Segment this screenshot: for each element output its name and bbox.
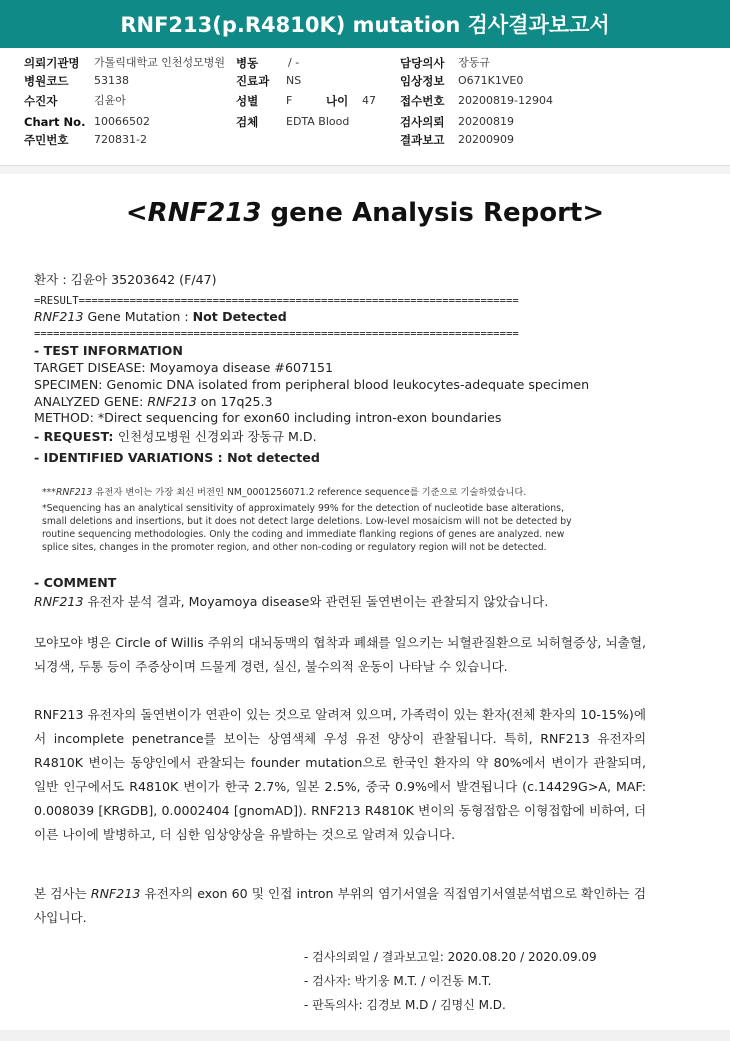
method-info: METHOD: *Direct sequencing for exon60 including intron-exon boundaries (34, 410, 502, 425)
info-row-institution (0, 54, 730, 72)
comment-paragraph-3: 본 검사는 RNF213 유전자의 exon 60 및 인접 intron 부위의 염기서열을 직접염기서열분석법으로 확인하는 검사입니다. (34, 886, 646, 925)
result-separator: =RESULT===================================================================== (34, 295, 519, 307)
section-divider (0, 166, 730, 174)
specimen-info: SPECIMEN: Genomic DNA isolated from peripheral blood leukocytes-adequate specimen (34, 377, 590, 392)
request-date-value: 20200819 (458, 115, 514, 128)
info-row-hospital-code (0, 72, 730, 90)
examinee-value: 김윤아 (94, 94, 126, 107)
signoff-tester: - 검사자: 박기웅 M.T. / 이건동 M.T. (304, 974, 492, 988)
signoff-reader: - 판독의사: 김경보 M.D / 김명신 M.D. (304, 998, 506, 1012)
comment-paragraph-1: 모야모야 병은 Circle of Willis 주위의 대뇌동맥의 협착과 폐쇄를 일으키는 뇌혈관질환으로 뇌허혈증상, 뇌출혈, 뇌경색, 두통 등이 주증상이며 드물게 경련, 실신, 불수의적 운동이 나타날 수 있습니다. (34, 635, 646, 674)
mutation-status: Not Detected (192, 309, 287, 324)
department-label: 진료과 (236, 74, 270, 88)
info-row-chart (0, 113, 730, 131)
specimen-label: 검체 (236, 115, 259, 129)
page-footer-strip (0, 1030, 730, 1041)
report-title: <RNF213 gene Analysis Report> (125, 198, 605, 228)
result-separator-end: ============================================================================ (34, 328, 519, 340)
hospital-code-label: 병원코드 (24, 74, 69, 88)
department-value: NS (286, 74, 302, 87)
report-date-label: 결과보고 (400, 133, 445, 147)
ward-label: 병동 (236, 56, 259, 70)
report-date-value: 20200909 (458, 133, 514, 146)
doctor-label: 담당의사 (400, 56, 445, 70)
signoff-dates: - 검사의뢰일 / 결과보고일: 2020.08.20 / 2020.09.09 (304, 950, 597, 964)
age-label: 나이 (326, 94, 349, 108)
request-date-label: 검사의뢰 (400, 115, 445, 129)
institution-value: 가톨릭대학교 인천성모병원 (94, 56, 226, 69)
sex-value: F (286, 94, 293, 107)
receipt-value: 20200819-12904 (458, 94, 553, 107)
mutation-result: RNF213 Gene Mutation : Not Detected (34, 309, 287, 324)
request-info: - REQUEST: 인천성모병원 신경외과 장동규 M.D. (34, 429, 317, 444)
patient-info-panel (0, 48, 730, 166)
clinical-info-label: 임상정보 (400, 74, 445, 88)
sensitivity-note: *Sequencing has an analytical sensitivity of approximately 99% for the detection of nucleotide base alterations, small deletions and insertions, but it does not detect large deletions. Low-level mosaicism will not be detected by routine sequencing methodologies. Only the coding and immediate flanking regions of genes are analyzed. new splice sites, changes in the promoter region, and other non-coding or regulatory region will not be detected. (42, 503, 572, 553)
clinical-info-value: O671K1VE0 (458, 74, 524, 87)
receipt-label: 접수번호 (400, 94, 445, 108)
report-header-title: RNF213(p.R4810K) mutation 검사결과보고서 (0, 0, 730, 48)
comment-paragraph-2: RNF213 유전자의 돌연변이가 연관이 있는 것으로 알려져 있으며, 가족력이 있는 환자(전체 환자의 10-15%)에서 incomplete penetrance를 보이는 상염색체 우성 유전 양상이 관찰됩니다. 특히, RNF213 유전자의 R4810K 변이는 동양인에서 관찰되는 founder mutation으로 한국인 환자의 약 80%에서 변이가 관찰되며, 일반 인구에서도 R4810K 변이가 한국 2.7%, 일본 2.5%, 중국 0.9%에서 발견됩니다 (c.14429G>A, MAF: 0.008039 [KRGDB], 0.0002404 [gnomAD]). RNF213 R4810K 변이의 동형접합은 이형접합에 비하여, 더 이른 나이에 발병하고, 더 심한 임상양상을 유발하는 것으로 알려져 있습니다. (34, 707, 646, 842)
analyzed-gene: ANALYZED GENE: RNF213 on 17q25.3 (34, 394, 273, 409)
hospital-code-value: 53138 (94, 74, 129, 87)
identified-variations: - IDENTIFIED VARIATIONS : Not detected (34, 450, 320, 465)
specimen-value: EDTA Blood (286, 115, 350, 128)
test-info-heading: - TEST INFORMATION (34, 343, 183, 358)
doctor-value: 장동규 (458, 56, 490, 69)
chart-value: 10066502 (94, 115, 150, 128)
institution-label: 의뢰기관명 (24, 56, 80, 70)
sex-label: 성별 (236, 94, 259, 108)
target-disease: TARGET DISEASE: Moyamoya disease #607151 (34, 360, 334, 375)
comment-heading: - COMMENT (34, 575, 117, 590)
examinee-label: 수진자 (24, 94, 58, 108)
resident-label: 주민번호 (24, 133, 69, 147)
comment-summary: RNF213 유전자 분석 결과, Moyamoya disease와 관련된 돌연변이는 관찰되지 않았습니다. (34, 594, 549, 609)
patient-line: 환자 : 김윤아 35203642 (F/47) (34, 272, 217, 287)
age-value: 47 (362, 94, 376, 107)
ward-value: / - (288, 56, 300, 69)
info-row-examinee (0, 92, 730, 110)
resident-value: 720831-2 (94, 133, 147, 146)
reference-note: ***RNF213 유전자 변이는 가장 최신 버전인 NM_0001256071.2 reference sequence를 기준으로 기술하였습니다. (42, 487, 527, 498)
info-row-resident (0, 131, 730, 149)
chart-label: Chart No. (24, 115, 86, 129)
